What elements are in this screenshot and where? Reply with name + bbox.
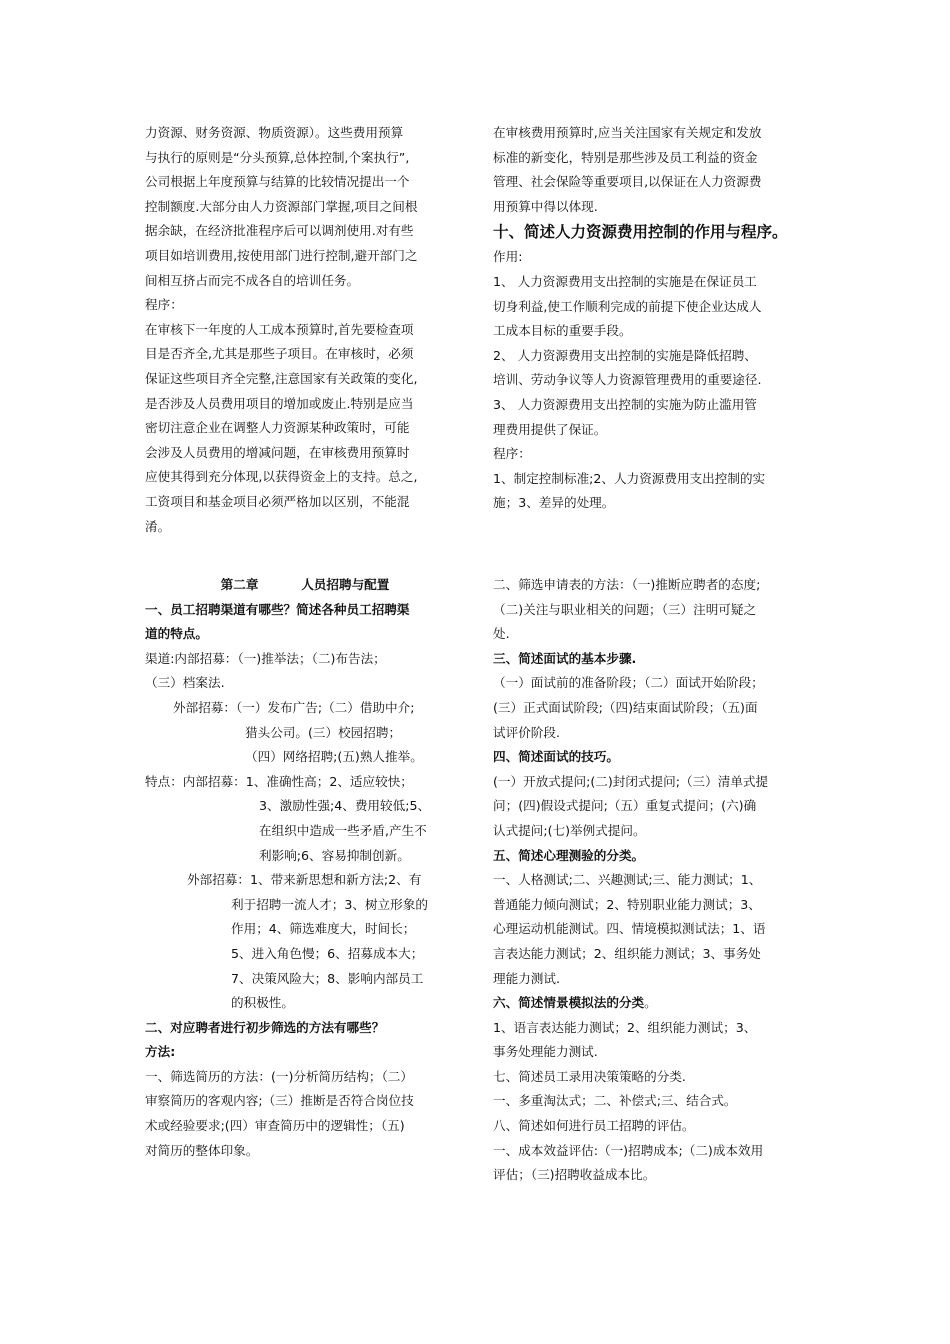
text-line: 普通能力倾向测试；2、特别职业能力测试；3、 [493, 896, 761, 912]
method-label: 方法: [145, 1044, 176, 1060]
text-line: 1、 人力资源费用支出控制的实施是在保证员工 [493, 273, 757, 289]
text-line: 言表达能力测试；2、组织能力测试；3、事务处 [493, 945, 761, 961]
top-right-column [493, 121, 813, 516]
text-line: 一、筛选简历的方法：(一)分析简历结构；（二） [145, 1068, 413, 1084]
question-heading: 四、简述面试的技巧。 [493, 749, 619, 765]
text-line: 处. [493, 626, 510, 642]
text-line: 问；(四)假设式提问;（五）重复式提问；(六)确 [493, 798, 757, 814]
bottom-right-column [493, 573, 813, 1188]
text-line: 利影响;6、容易抑制创新。 [259, 847, 410, 863]
text-line: 1、语言表达能力测试；2、组织能力测试；3、 [493, 1019, 757, 1035]
text-line: 密切注意企业在调整人力资源某种政策时，可能 [145, 420, 410, 436]
text-line: 工成本目标的重要手段。 [493, 323, 632, 339]
text-line: 目是否齐全,尤其是那些子项目。在审核时，必须 [145, 346, 414, 362]
text-line: 7、决策风险大；8、影响内部员工 [231, 970, 424, 986]
text-line: 的积极性。 [231, 995, 294, 1011]
text-line: 淆。 [145, 518, 171, 534]
heading-text: 六、简述情景模拟法的分类 [493, 995, 645, 1011]
text-line: 一、人格测试;二、兴趣测试;三、能力测试；1、 [493, 872, 762, 888]
question-heading: 道的特点。 [145, 626, 208, 642]
text-line: 程序： [145, 297, 183, 313]
text-line: 力资源、财务资源、物质资源）。这些费用预算 [145, 125, 404, 140]
chapter-name: 人员招聘与配置 [301, 577, 390, 592]
section-heading-10: 十、简述人力资源费用控制的作用与程序。 [493, 223, 788, 242]
text-line: 施；3、差异的处理。 [493, 495, 615, 511]
text-line: 外部招募：1、带来新思想和新方法;2、有 [187, 872, 422, 888]
text-line: 利于招聘一流人才；3、树立形象的 [231, 896, 428, 912]
text-line: 是否涉及人员费用项目的增加或废止.特别是应当 [145, 395, 414, 411]
text-line: 会涉及人员费用的增减问题，在审核费用预算时 [145, 444, 410, 460]
text-line: 工资项目和基金项目必须严格加以区别，不能混 [145, 493, 410, 509]
text-line: 标准的新变化，特别是那些涉及员工利益的资金 [493, 149, 758, 165]
text-line: 5、进入角色慢；6、招募成本大； [231, 945, 424, 961]
text-line: （三）档案法. [145, 675, 225, 691]
text-line: 培训、劳动争议等人力资源管理费用的重要途径. [493, 372, 762, 388]
text-line: 3、 人力资源费用支出控制的实施为防止滥用管 [493, 396, 757, 412]
text-line: 特点：内部招募：1、准确性高；2、适应较快； [145, 773, 413, 789]
text-line: 控制额度.大部分由人力资源部门掌握,项目之间根 [145, 198, 418, 214]
heading-end: 。 [644, 995, 657, 1011]
top-left-column [145, 121, 465, 539]
text-line: 保证这些项目齐全完整,注意国家有关政策的变化, [145, 370, 418, 386]
question-heading: 一、员工招聘渠道有哪些？简述各种员工招聘渠 [145, 601, 410, 617]
text-line: （二)关注与职业相关的问题；（三）注明可疑之 [493, 601, 757, 617]
question-heading: 三、简述面试的基本步骤. [493, 650, 637, 666]
text-line: 公司根据上年度预算与结算的比较情况提出一个 [145, 174, 410, 190]
text-line: 一、成本效益评估:（一)招聘成本;（二)成本效用 [493, 1142, 764, 1158]
text-line: （一）面试前的准备阶段；（二）面试开始阶段； [493, 675, 764, 691]
text-line: 应使其得到充分体现,以获得资金上的支持。总之, [145, 469, 418, 485]
text-line: 渠道:内部招募：（一)推举法；（二)布告法； [145, 650, 386, 666]
chapter-number: 第二章 [220, 577, 259, 592]
text-line: 外部招募：（一）发布广告;（二）借助中介; [173, 699, 415, 715]
text-line: 八、简述如何进行员工招聘的评估。 [493, 1118, 695, 1134]
text-line: 事务处理能力测试. [493, 1044, 598, 1060]
text-line: 用预算中得以体现. [493, 198, 598, 214]
text-line: 认式提问;(七)举例式提问。 [493, 822, 646, 838]
text-line: (一）开放式提问;(二)封闭式提问;（三）清单式提 [493, 773, 769, 789]
text-line: 1、制定控制标准;2、人力资源费用支出控制的实 [493, 470, 766, 486]
text-line: 切身利益,使工作顺利完成的前提下使企业达成人 [493, 298, 762, 314]
text-line: 间相互挤占而完不成各自的培训任务。 [145, 272, 360, 288]
text-line: 管理、社会保险等重要项目,以保证在人力资源费 [493, 174, 762, 190]
text-line: （四）网络招聘;(五)熟人推举。 [245, 749, 423, 765]
text-line: 七、简述员工录用决策策略的分类. [493, 1068, 686, 1084]
text-line: 理能力测试. [493, 970, 560, 986]
question-heading: 五、简述心理测验的分类。 [493, 847, 645, 863]
text-line: 与执行的原则是“分头预算,总体控制,个案执行”, [145, 149, 410, 165]
text-line: 审察简历的客观内容;（三）推断是否符合岗位技 [145, 1093, 414, 1109]
text-line: 作用: [493, 249, 523, 265]
text-line: 程序： [493, 446, 531, 462]
text-line: 在审核费用预算时,应当关注国家有关规定和发放 [493, 125, 762, 140]
text-line: 2、 人力资源费用支出控制的实施是降低招聘、 [493, 347, 757, 363]
text-line: 项目如培训费用,按使用部门进行控制,避开部门之 [145, 247, 418, 263]
text-line: 据余缺，在经济批准程序后可以调剂使用.对有些 [145, 223, 414, 239]
text-line: 评估；（三)招聘收益成本比。 [493, 1167, 656, 1183]
text-line: 猎头公司。(三）校园招聘； [245, 724, 402, 740]
text-line: (三）正式面试阶段;（四)结束面试阶段；（五)面 [493, 699, 758, 715]
text-line: 术或经验要求;(四）审查简历中的逻辑性；（五) [145, 1118, 405, 1134]
chapter-title [145, 573, 465, 598]
text-line: 在组织中造成一些矛盾,产生不 [259, 822, 427, 838]
question-heading: 二、对应聘者进行初步筛选的方法有哪些？ [145, 1019, 385, 1035]
text-line: 二、筛选申请表的方法：（一)推断应聘者的态度; [493, 577, 761, 592]
text-line: 作用；4、筛选难度大，时间长； [231, 921, 416, 937]
question-heading [493, 991, 813, 1016]
text-line: 对简历的整体印象。 [145, 1142, 259, 1158]
text-line: 在审核下一年度的人工成本预算时,首先要检查项 [145, 321, 414, 337]
text-line: 一、多重淘汰式；二、补偿式;三、结合式。 [493, 1093, 737, 1109]
text-line: 3、激励性强;4、费用较低;5、 [259, 798, 431, 814]
bottom-left-column [145, 573, 465, 1163]
text-line: 理费用提供了保证。 [493, 421, 607, 437]
text-line: 心理运动机能测试。四、情境模拟测试法；1、语 [493, 921, 766, 937]
text-line: 试评价阶段. [493, 724, 560, 740]
